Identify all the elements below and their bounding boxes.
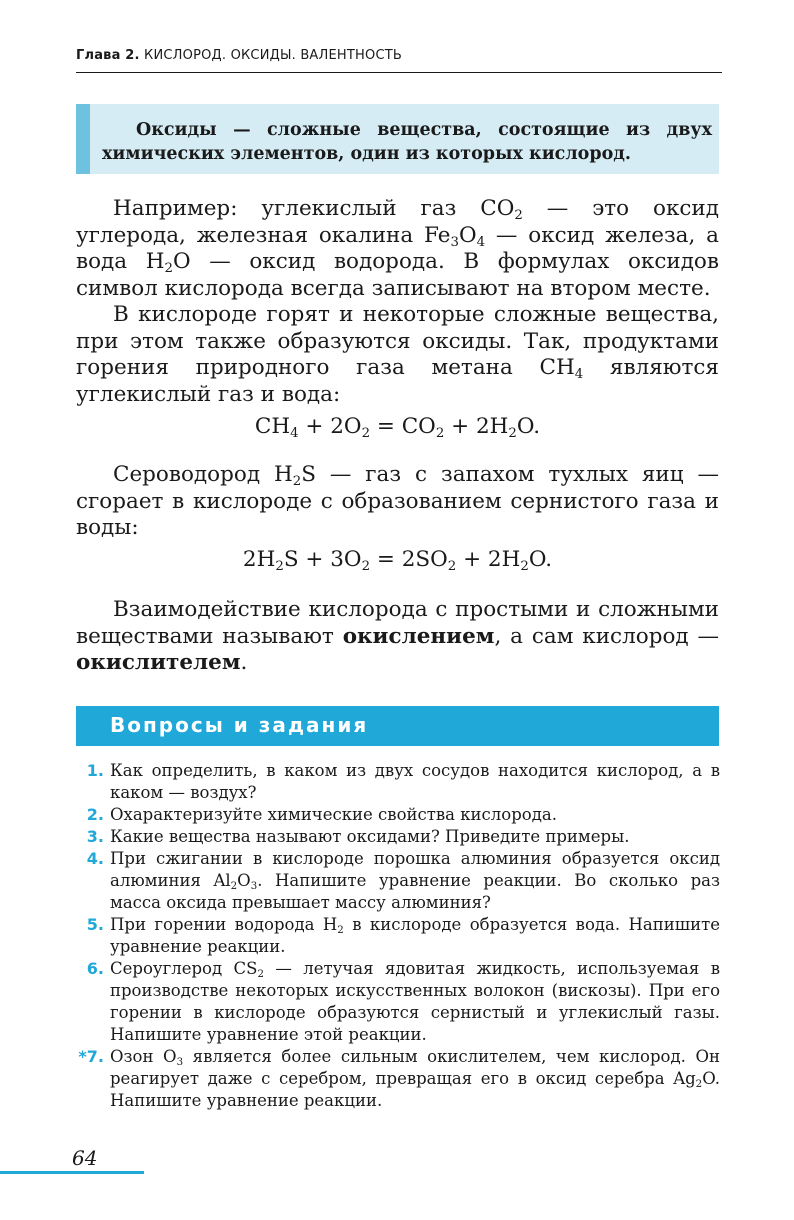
chapter-title: КИСЛОРОД. ОКСИДЫ. ВАЛЕНТНОСТЬ: [144, 48, 402, 63]
question-item: *7. Озон $O_3$ является более сильным окислителем, чем кислород. Он реагирует даже с серебром, превращая его в оксид серебра $Ag_2O$. Напишите уравнение реакции.: [110, 1046, 720, 1112]
header-divider: [76, 72, 722, 73]
question-number: 2.: [86, 805, 104, 824]
footer-accent-line: [0, 1171, 144, 1174]
paragraph-hydrogen-sulfide: Сероводород $H_2S$ — газ с запахом тухлых яиц — сгорает в кислороде с образованием сернистого газа и воды:: [76, 462, 720, 540]
question-number: 5.: [86, 915, 104, 934]
question-number: *7.: [78, 1047, 104, 1066]
question-item: 3. Какие вещества называют оксидами? Приведите примеры.: [110, 826, 720, 848]
question-item: 6. Сероуглерод $CS_2$ — летучая ядовитая жидкость, используемая в производстве некоторых искусственных волокон (вискозы). При его горении в кислороде образуются сернистый и углекислый газы. Напишите уравнение этой реакции.: [110, 958, 720, 1046]
paragraph-oxides-examples: Например: углекислый газ $CO_2$ — это оксид углерода, железная окалина $Fe_3O_4$ — оксид железа, а вода $H_2O$ — оксид водорода. В формулах оксидов символ кислорода всегда записывают на втором месте.: [76, 196, 719, 301]
running-header: [76, 48, 722, 63]
paragraph-complex-combustion: В кислороде горят и некоторые сложные вещества, при этом также образуются оксиды. Так, продуктами горения природного газа метана $CH_4$ являются углекислый газ и вода:: [76, 302, 719, 407]
question-item: 1. Как определить, в каком из двух сосудов находится кислород, а в каком — воздух?: [110, 760, 720, 804]
question-item: 2. Охарактеризуйте химические свойства кислорода.: [110, 804, 720, 826]
question-number: 1.: [86, 761, 104, 780]
definition-accent-bar: [76, 104, 90, 174]
question-number: 3.: [86, 827, 104, 846]
questions-header-bar: [76, 706, 719, 746]
question-item: 4. При сжигании в кислороде порошка алюминия образуется оксид алюминия $Al_2O_3$. Напишите уравнение реакции. Во сколько раз масса оксида превышает массу алюминия?: [110, 848, 720, 914]
term-oxidation: окислением: [342, 623, 495, 649]
question-number: 6.: [86, 959, 104, 978]
definition-box: [76, 104, 719, 174]
page-number: 64: [72, 1146, 98, 1170]
question-item: 5. При горении водорода $H_2$ в кислороде образуется вода. Напишите уравнение реакции.: [110, 914, 720, 958]
term-oxidizer: окислителем: [76, 650, 241, 675]
equation-methane: $CH_4 + 2O_2 = CO_2 + 2H_2O$.: [254, 414, 541, 441]
questions-title: Вопросы и задания: [110, 713, 369, 737]
chapter-label: Глава 2.: [76, 48, 140, 63]
definition-text: Оксиды — сложные вещества, состоящие из двух химических элементов, один из которых кислород.: [102, 120, 712, 164]
question-number: 4.: [86, 849, 104, 868]
paragraph-oxidation-definition: Взаимодействие кислорода с простыми и сложными веществами называют окислением, а сам кислород — окислителем.: [76, 597, 719, 675]
equation-hydrogen-sulfide: $2H_2S + 3O_2 = 2SO_2 + 2H_2O$.: [242, 547, 553, 574]
